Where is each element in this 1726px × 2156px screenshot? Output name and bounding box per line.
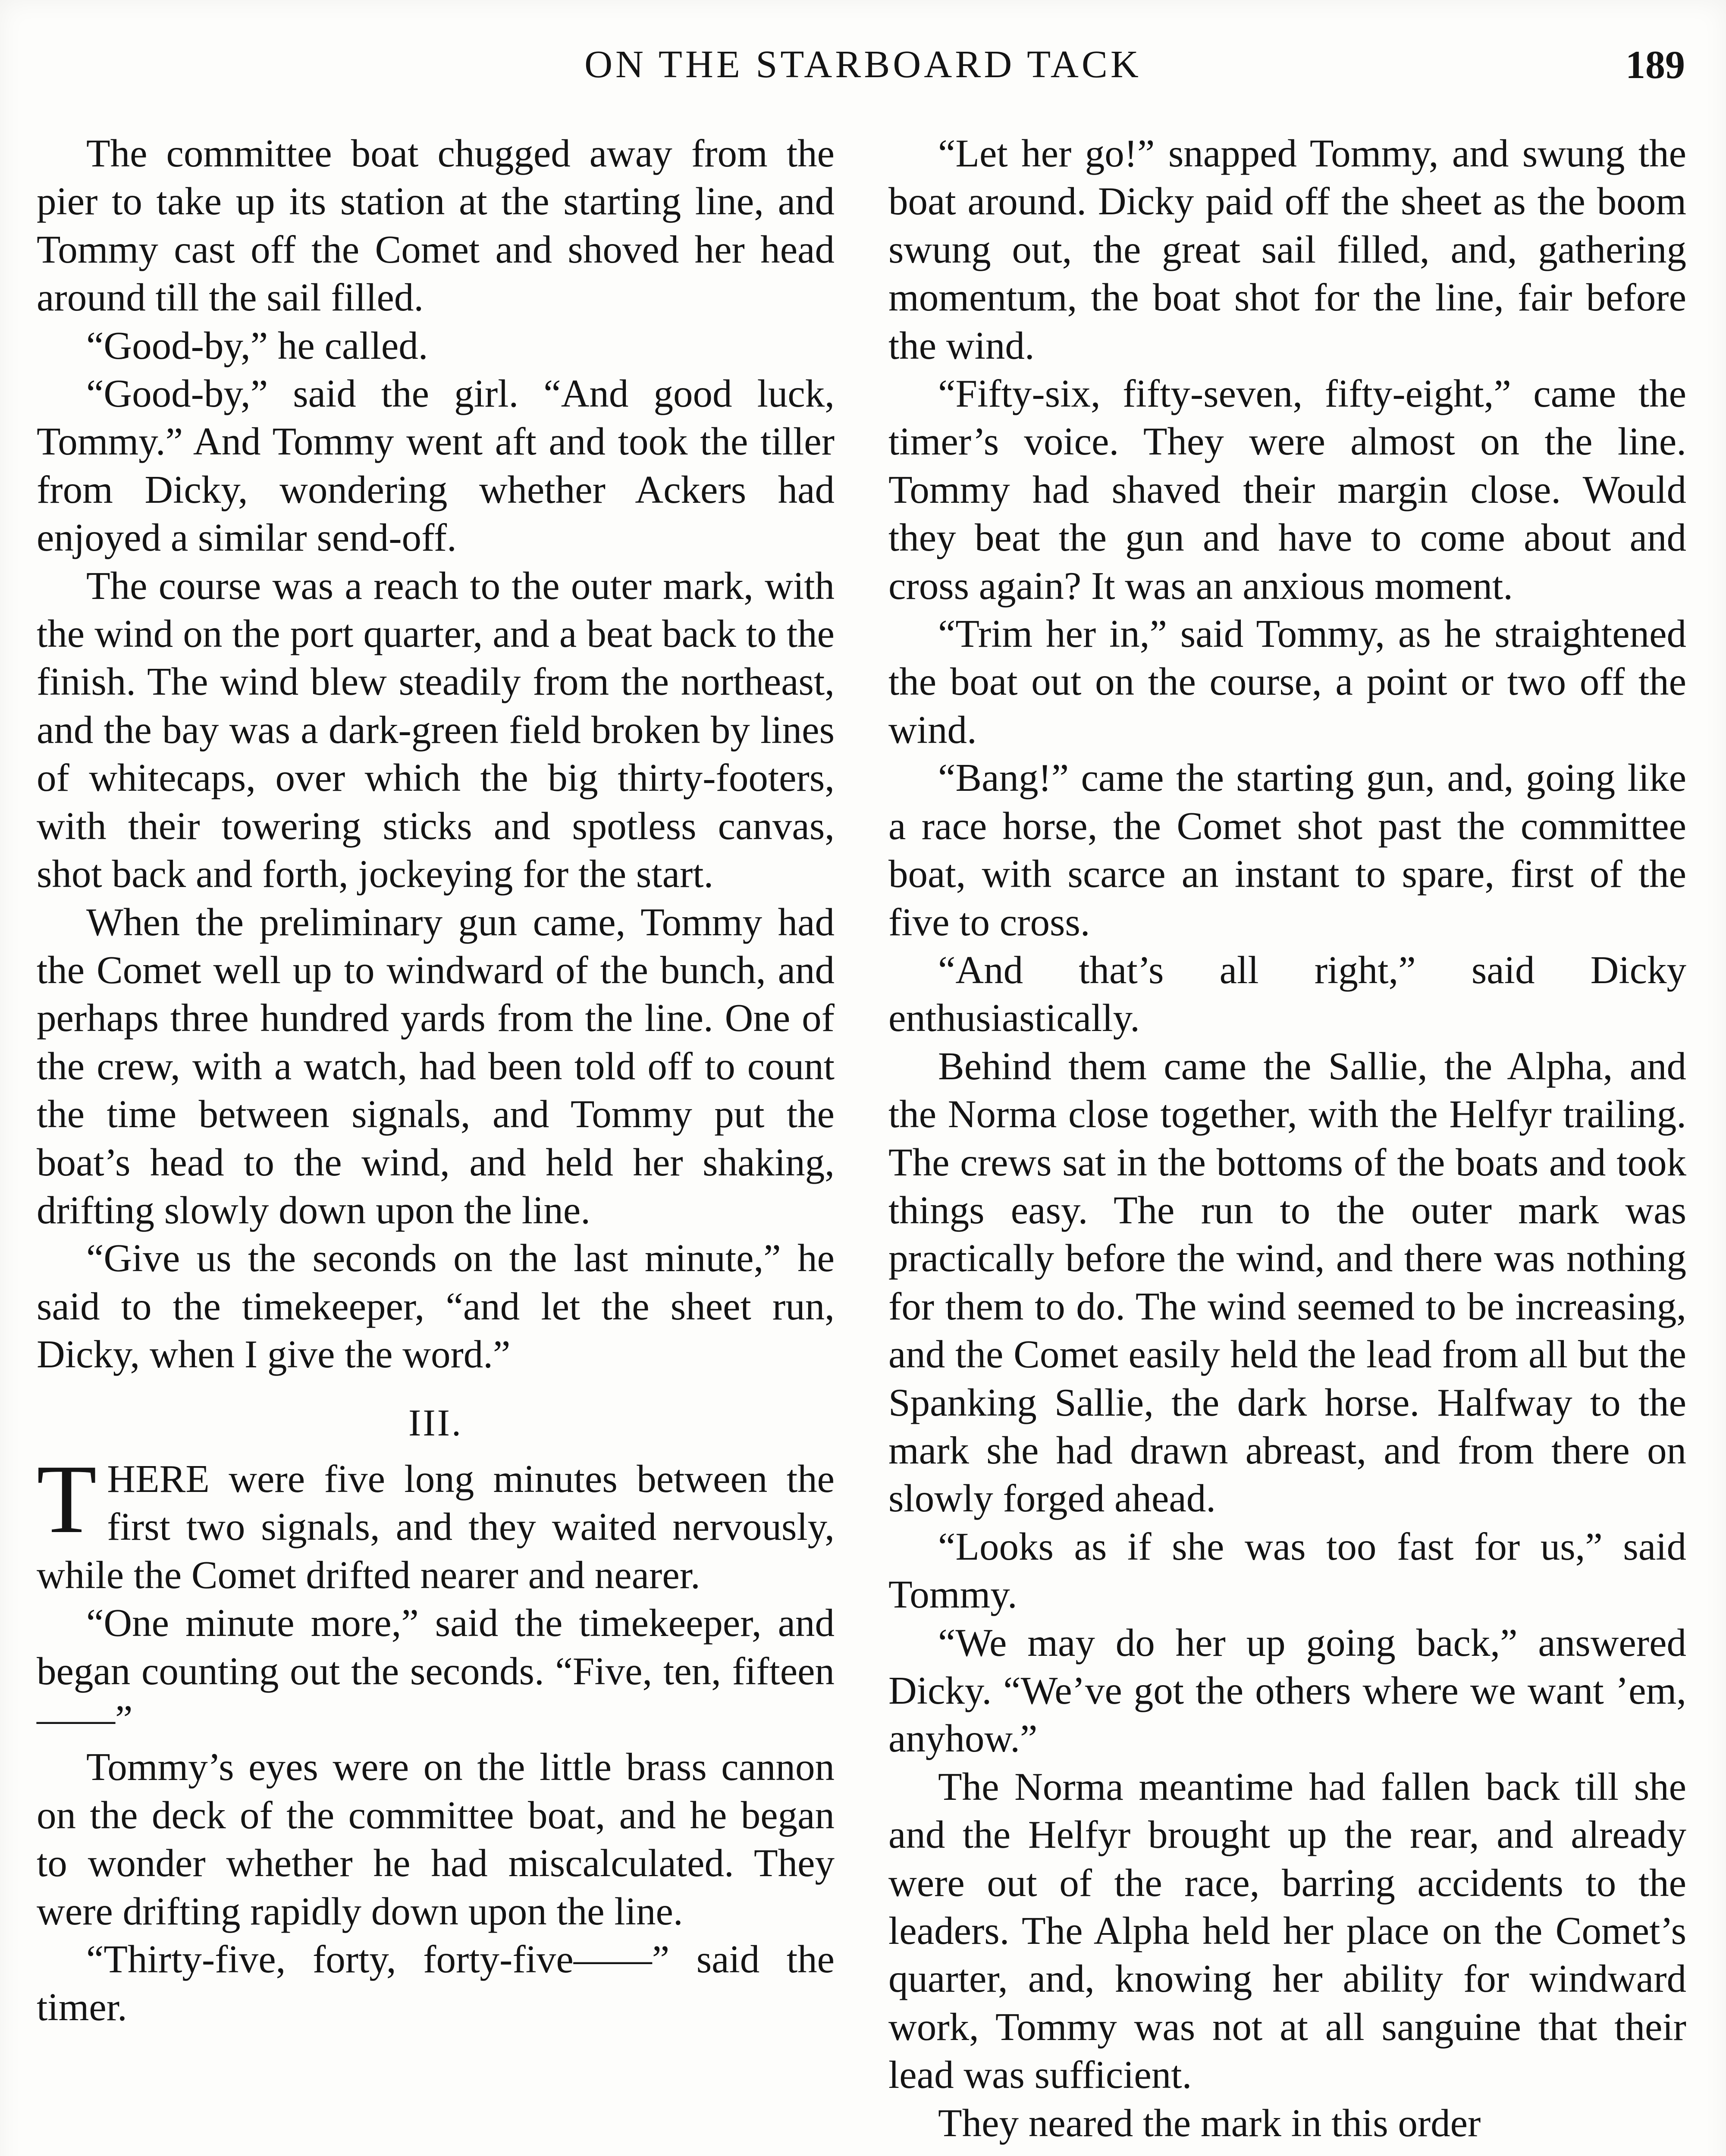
- dropcap-paragraph: [37, 1445, 835, 1599]
- paragraph: “We may do her up going back,” answered Dicky. “We’ve got the others where we want ’em, anyhow.”: [888, 1620, 1686, 1761]
- paragraph: “Fifty-six, fifty-seven, fifty-eight,” came the timer’s voice. They were almost on the line. Tommy had shaved their margin close. Would they beat the gun and have to come about and cross again? It was an anxious moment.: [888, 372, 1686, 608]
- paragraph: The committee boat chugged away from the pier to take up its station at the starting line, and Tommy cast off the Comet and shoved her head around till the sail filled.: [37, 132, 835, 320]
- running-head: [0, 41, 1726, 88]
- paragraph: “Bang!” came the starting gun, and, going like a race horse, the Comet shot past the committee boat, with scarce an instant to spare, first of the five to cross.: [888, 756, 1686, 944]
- paragraph: “Good-by,” said the girl. “And good luck, Tommy.” And Tommy went aft and took the tiller from Dicky, wondering whether Ackers had enjoyed a similar send-off.: [37, 372, 835, 560]
- paragraph: Tommy’s eyes were on the little brass cannon on the deck of the committee boat, and he began to wonder whether he had miscalculated. They were drifting rapidly down upon the line.: [37, 1745, 835, 1933]
- paragraph: “Looks as if she was too fast for us,” said Tommy.: [888, 1524, 1686, 1617]
- paragraph: They neared the mark in this order: [938, 2101, 1481, 2145]
- left-column: [37, 129, 835, 2031]
- page-number: 189: [1626, 43, 1685, 87]
- paragraph: Behind them came the Sallie, the Alpha, and the Norma close together, with the Helfyr trailing. The crews sat in the bottoms of the boats and took things easy. The run to the outer mark was practically before the wind, and there was nothing for them to do. The wind seemed to be increasing, and the Comet easily held the lead from all but the Spanking Sallie, the dark horse. Halfway to the mark she had drawn abreast, and from there on slowly forged ahead.: [888, 1044, 1686, 1520]
- paragraph: “Thirty-five, forty, forty-five——” said the timer.: [37, 1937, 835, 2029]
- paragraph: “Good-by,” he called.: [86, 323, 428, 367]
- paragraph: “And that’s all right,” said Dicky enthusiastically.: [888, 948, 1686, 1040]
- drop-cap: T: [37, 1445, 97, 1554]
- paragraph: “Give us the seconds on the last minute,” he said to the timekeeper, “and let the sheet run, Dicky, when I give the word.”: [37, 1236, 835, 1376]
- running-title: ON THE STARBOARD TACK: [584, 43, 1142, 86]
- section-heading: III.: [408, 1402, 463, 1444]
- dropcap-paragraph-text: HERE were five long minutes between the first two signals, and they waited nervously, while the Comet drifted nearer and nearer.: [37, 1457, 835, 1597]
- paragraph: “One minute more,” said the timekeeper, and began counting out the seconds. “Five, ten, fifteen——”: [37, 1601, 835, 1741]
- paragraph: “Let her go!” snapped Tommy, and swung the boat around. Dicky paid off the sheet as the boom swung out, the great sail filled, and, gathering momentum, the boat shot for the line, fair before the wind.: [888, 132, 1686, 367]
- paragraph: The course was a reach to the outer mark, with the wind on the port quarter, and a beat back to the finish. The wind blew steadily from the northeast, and the bay was a dark-green field broken by lines of whitecaps, over which the big thirty-footers, with their towering sticks and spotless canvas, shot back and forth, jockeying for the start.: [37, 564, 835, 896]
- paragraph: The Norma meantime had fallen back till she and the Helfyr brought up the rear, and already were out of the race, barring accidents to the leaders. The Alpha held her place on the Comet’s quarter, and, knowing her ability for windward work, Tommy was not at all sanguine that their lead was sufficient.: [888, 1764, 1686, 2097]
- right-column: [888, 129, 1686, 2147]
- paragraph: When the preliminary gun came, Tommy had the Comet well up to windward of the bunch, and perhaps three hundred yards from the line. One of the crew, with a watch, had been told off to count the time between signals, and Tommy put the boat’s head to the wind, and held her shaking, drifting slowly down upon the line.: [37, 900, 835, 1232]
- paragraph: “Trim her in,” said Tommy, as he straightened the boat out on the course, a point or two off the wind.: [888, 612, 1686, 752]
